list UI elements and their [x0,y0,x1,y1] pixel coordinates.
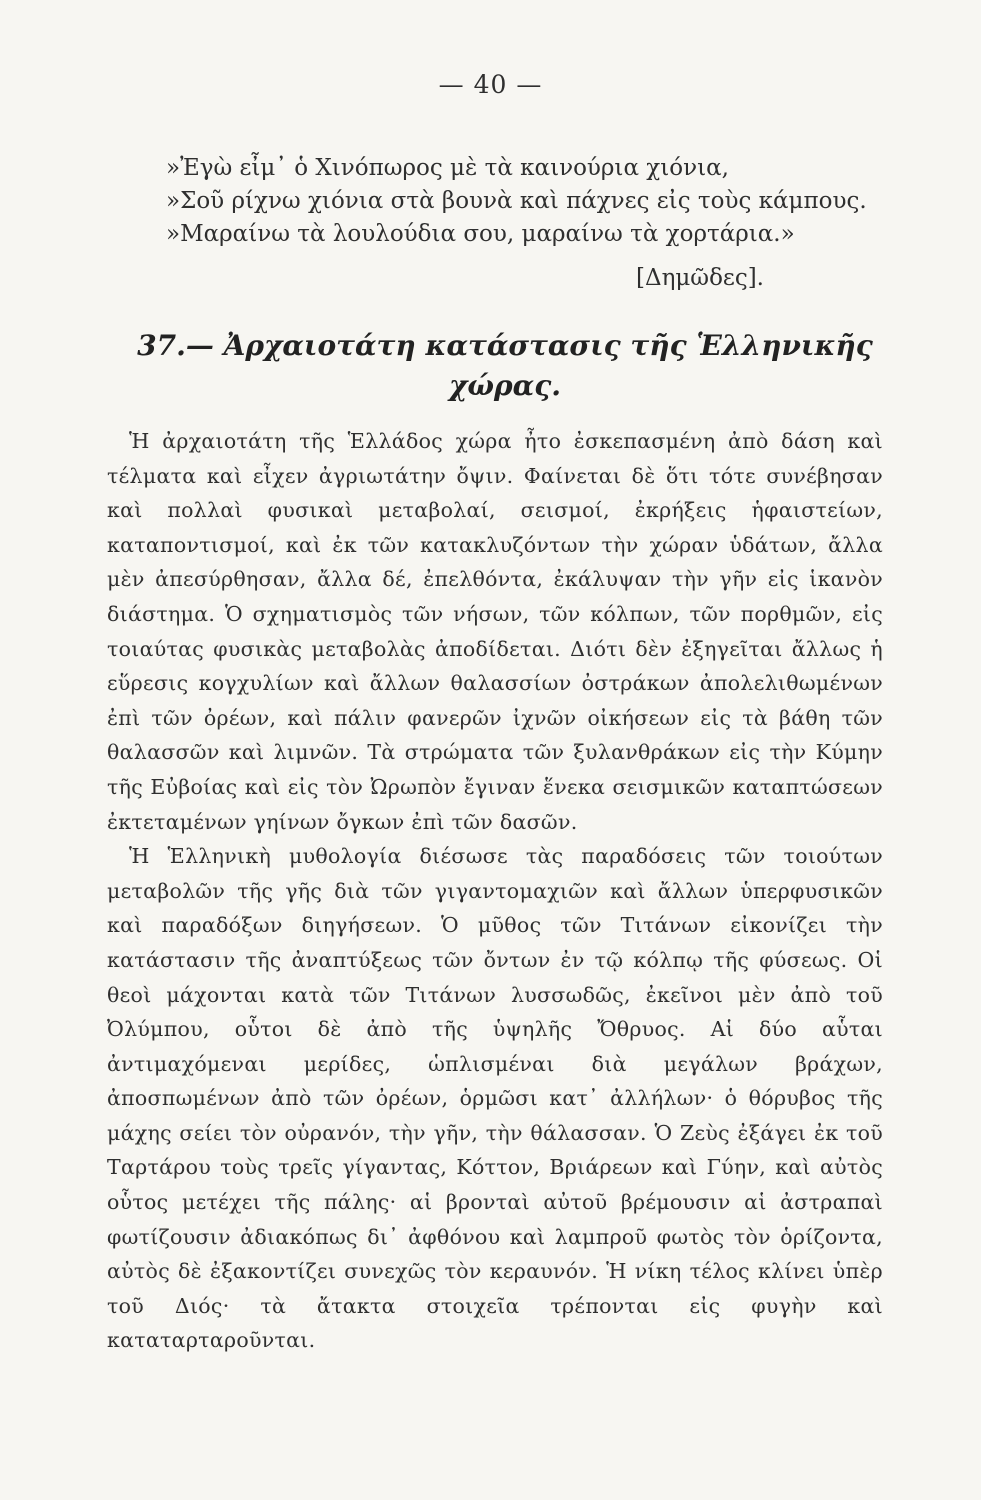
poem-line: »Μαραίνω τὰ λουλούδια σου, μαραίνω τὰ χορτάρια.» [166,221,795,247]
poem-line: »Σοῦ ρίχνω χιόνια στὰ βουνὰ καὶ πάχνες εἰς τοὺς κάμπους. [166,188,867,214]
poem-line: »Ἐγὼ εἶμ᾽ ὁ Χινόπωρος μὲ τὰ καινούρια χιόνια, [166,155,729,181]
body-text [107,424,883,1358]
poem-source: [Δημῶδες]. [636,265,764,291]
page-number: — 40 — [438,70,543,99]
paragraph: Ἡ ἀρχαιοτάτη τῆς Ἑλλάδος χώρα ἦτο ἐσκεπασμένη ἀπὸ δάση καὶ τέλματα καὶ εἶχεν ἀγριωτάτην ὄψιν. Φαίνεται δὲ ὅτι τότε συνέβησαν καὶ πολλαὶ φυσικαὶ μεταβολαί, σεισμοί, ἐκρήξεις ἡφαιστείων, καταποντισμοί, καὶ ἐκ τῶν κατακλυζόντων τὴν χώραν ὑδάτων, ἄλλα μὲν ἀπεσύρθησαν, ἄλλα δέ, ἐπελθόντα, ἐκάλυψαν τὴν γῆν εἰς ἱκανὸν διάστημα. Ὁ σχηματισμὸς τῶν νήσων, τῶν κόλπων, τῶν πορθμῶν, εἰς τοιαύτας φυσικὰς μεταβολὰς ἀποδίδεται. Διότι δὲν ἐξηγεῖται ἄλλως ἡ εὕρεσις κογχυλίων καὶ ἄλλων θαλασσίων ὀστράκων ἀπολελιθωμένων ἐπὶ τῶν ὀρέων, καὶ πάλιν φανερῶν ἰχνῶν οἰκήσεων εἰς τὰ βάθη τῶν θαλασσῶν καὶ λιμνῶν. Τὰ στρώματα τῶν ξυλανθράκων εἰς τὴν Κύμην τῆς Εὐβοίας καὶ εἰς τὸν Ὠρωπὸν ἔγιναν ἕνεκα σεισμικῶν καταπτώσεων ἐκτεταμένων γηίνων ὄγκων ἐπὶ τῶν δασῶν. [107,429,883,834]
section-heading: 37.— Ἀρχαιοτάτη κατάστασις τῆς Ἑλληνικῆς χώρας. [137,329,873,402]
poem-excerpt [166,152,886,251]
paragraph: Ἡ Ἑλληνικὴ μυθολογία διέσωσε τὰς παραδόσεις τῶν τοιούτων μεταβολῶν τῆς γῆς διὰ τῶν γιγαντομαχιῶν καὶ ἄλλων ὑπερφυσικῶν καὶ παραδόξων διηγήσεων. Ὁ μῦθος τῶν Τιτάνων εἰκονίζει τὴν κατάστασιν τῆς ἀναπτύξεως τῶν ὄντων ἐν τῷ κόλπῳ τῆς φύσεως. Οἱ θεοὶ μάχονται κατὰ τῶν Τιτάνων λυσσωδῶς, ἐκεῖνοι μὲν ἀπὸ τοῦ Ὀλύμπου, οὗτοι δὲ ἀπὸ τῆς ὑψηλῆς Ὄθρυος. Αἱ δύο αὗται ἀντιμαχόμεναι μερίδες, ὡπλισμέναι διὰ μεγάλων βράχων, ἀποσπωμένων ἀπὸ τῶν ὀρέων, ὁρμῶσι κατ᾽ ἀλλήλων· ὁ θόρυβος τῆς μάχης σείει τὸν οὐρανόν, τὴν γῆν, τὴν θάλασσαν. Ὁ Ζεὺς ἐξάγει ἐκ τοῦ Ταρτάρου τοὺς τρεῖς γίγαντας, Κόττον, Βριάρεων καὶ Γύην, καὶ αὐτὸς οὗτος μετέχει τῆς πάλης· αἱ βρονταὶ αὐτοῦ βρέμουσιν αἱ ἀστραπαὶ φωτίζουσιν ἀδιακόπως δι᾽ ἀφθόνου καὶ λαμπροῦ φωτὸς τὸν ὁρίζοντα, αὐτὸς δὲ ἐξακοντίζει συνεχῶς τὸν κεραυνόν. Ἡ νίκη τέλος κλίνει ὑπὲρ τοῦ Διός· τὰ ἄτακτα στοιχεῖα τρέπονται εἰς φυγὴν καὶ καταταρταροῦνται. [107,844,883,1353]
